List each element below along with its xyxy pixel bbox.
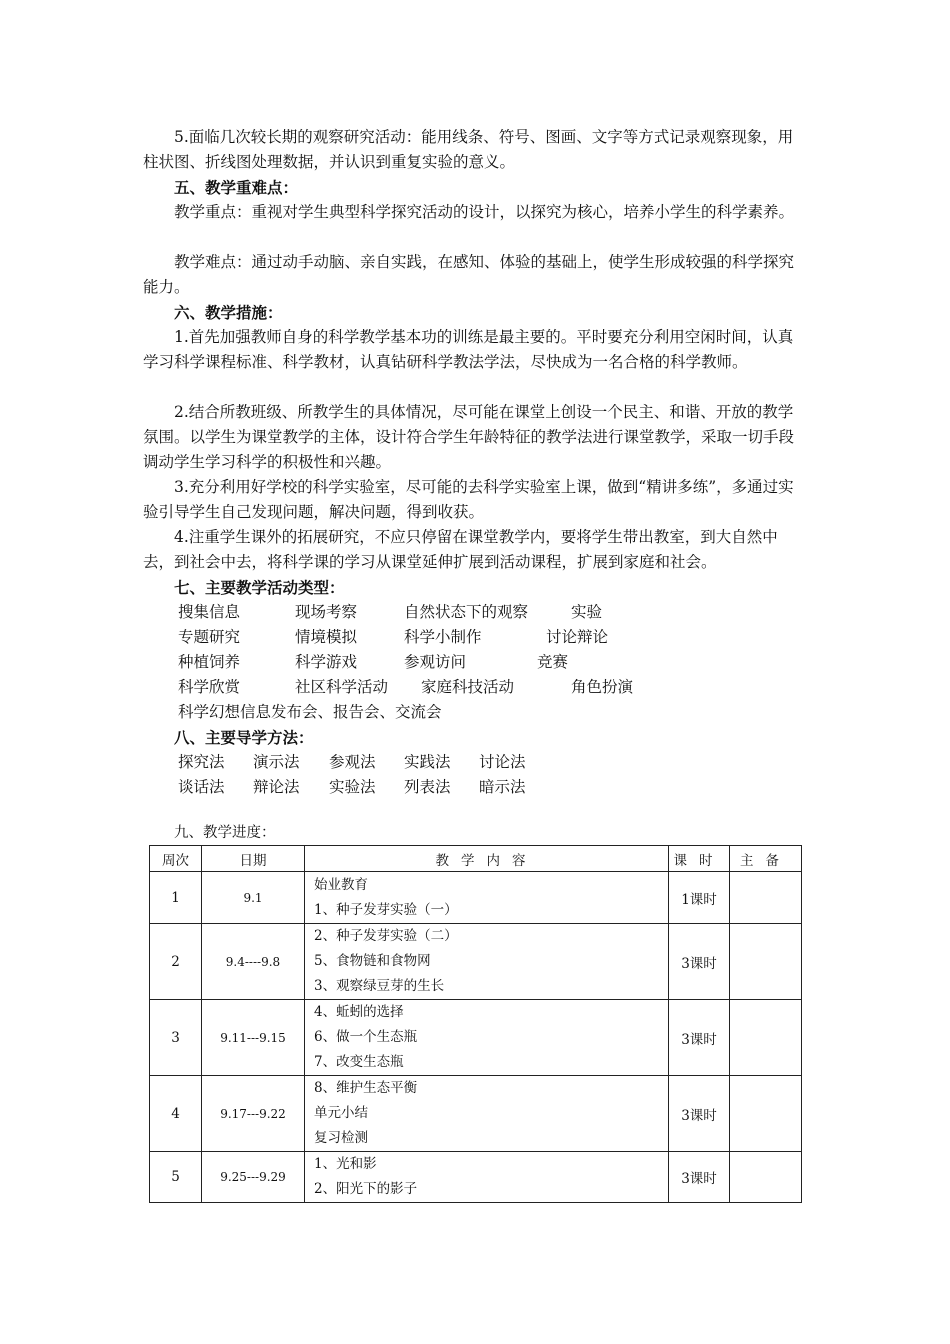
date-cell: 9.17---9.22 bbox=[202, 1076, 305, 1152]
activity-item: 社区科学活动 bbox=[295, 678, 389, 696]
content-line: 1、种子发芽实验（一） bbox=[314, 901, 458, 918]
activity-row bbox=[178, 625, 808, 650]
prep-cell bbox=[730, 1152, 802, 1203]
content-line: 单元小结 bbox=[314, 1105, 368, 1121]
method-item: 演示法 bbox=[253, 753, 300, 771]
header-content: 教学内容 bbox=[305, 846, 669, 872]
content-line: 5、食物链和食物网 bbox=[314, 953, 431, 969]
hours-cell: 3课时 bbox=[669, 1152, 730, 1203]
schedule-table bbox=[149, 845, 802, 1203]
activity-item: 实验 bbox=[571, 603, 603, 621]
content-line: 始业教育 bbox=[314, 876, 368, 893]
heading-methods: 八、主要导学方法： bbox=[174, 728, 314, 747]
measure-paragraph: 3.充分利用好学校的科学实验室，尽可能的去科学实验室上课，做到“精讲多练”，多通过实验引导学生自己发现问题，解决问题，得到收获。 bbox=[143, 478, 794, 521]
activity-item: 科学欣赏 bbox=[178, 678, 241, 696]
table-header-row bbox=[150, 846, 802, 872]
method-row bbox=[178, 775, 808, 800]
measure-paragraph: 2.结合所教班级、所教学生的具体情况，尽可能在课堂上创设一个民主、和谐、开放的教学氛围。以学生为课堂教学的主体，设计符合学生年龄特征的教学法进行课堂教学，采取一切手段调动学生学习科学的积极性和兴趣。 bbox=[143, 403, 795, 471]
difficult-point-paragraph: 教学难点：通过动手动脑、亲自实践，在感知、体验的基础上，使学生形成较强的科学探究能力。 bbox=[143, 253, 795, 296]
activity-row bbox=[178, 700, 808, 725]
table-row bbox=[150, 1000, 802, 1076]
heading-key-difficult: 五、教学重难点： bbox=[174, 178, 299, 197]
method-item: 实践法 bbox=[404, 753, 451, 771]
header-week: 周次 bbox=[150, 846, 202, 872]
content-line: 复习检测 bbox=[314, 1130, 368, 1146]
week-cell: 2 bbox=[150, 924, 202, 1000]
content-cell bbox=[305, 1076, 669, 1152]
activity-item: 专题研究 bbox=[178, 628, 241, 646]
hours-cell: 1课时 bbox=[669, 872, 730, 924]
content-line: 6、做一个生态瓶 bbox=[314, 1029, 418, 1045]
activity-row bbox=[178, 600, 808, 625]
method-item: 探究法 bbox=[178, 753, 225, 771]
activity-item: 科学游戏 bbox=[295, 653, 358, 671]
method-item: 列表法 bbox=[404, 778, 451, 796]
method-item: 谈话法 bbox=[178, 778, 225, 796]
activity-item: 情境模拟 bbox=[295, 628, 358, 646]
goal-5-paragraph: 5.面临几次较长期的观察研究活动：能用线条、符号、图画、文字等方式记录观察现象，用柱状图、折线图处理数据，并认识到重复实验的意义。 bbox=[143, 128, 794, 171]
method-item: 讨论法 bbox=[479, 753, 526, 771]
date-cell: 9.4----9.8 bbox=[202, 924, 305, 1000]
activity-item: 现场考察 bbox=[295, 603, 358, 621]
week-cell: 4 bbox=[150, 1076, 202, 1152]
table-row bbox=[150, 1152, 802, 1203]
content-cell bbox=[305, 1000, 669, 1076]
table-row bbox=[150, 1076, 802, 1152]
hours-cell: 3课时 bbox=[669, 1076, 730, 1152]
date-cell: 9.11---9.15 bbox=[202, 1000, 305, 1076]
content-line: 7、改变生态瓶 bbox=[314, 1054, 404, 1070]
activity-item: 讨论辩论 bbox=[546, 628, 609, 646]
week-cell: 1 bbox=[150, 872, 202, 924]
content-line: 4、蚯蚓的选择 bbox=[314, 1004, 404, 1020]
content-line: 8、维护生态平衡 bbox=[314, 1080, 418, 1096]
date-cell: 9.1 bbox=[202, 872, 305, 924]
activity-item: 科学小制作 bbox=[404, 628, 482, 646]
activity-item: 家庭科技活动 bbox=[421, 678, 515, 696]
table-row bbox=[150, 872, 802, 924]
activity-row bbox=[178, 675, 808, 700]
week-cell: 3 bbox=[150, 1000, 202, 1076]
activity-item: 竞赛 bbox=[537, 653, 569, 671]
activity-item: 参观访问 bbox=[404, 653, 467, 671]
method-item: 参观法 bbox=[329, 753, 376, 771]
content-cell bbox=[305, 1152, 669, 1203]
key-point-paragraph: 教学重点：重视对学生典型科学探究活动的设计，以探究为核心，培养小学生的科学素养。 bbox=[174, 203, 795, 221]
activity-item: 科学幻想信息发布会、报告会、交流会 bbox=[178, 703, 442, 721]
activity-row bbox=[178, 650, 808, 675]
header-hours: 课时 bbox=[669, 846, 730, 872]
heading-activities: 七、主要教学活动类型： bbox=[174, 578, 345, 597]
heading-measures: 六、教学措施： bbox=[174, 303, 283, 322]
header-date: 日期 bbox=[202, 846, 305, 872]
date-cell: 9.25---9.29 bbox=[202, 1152, 305, 1203]
measure-paragraph: 4.注重学生课外的拓展研究，不应只停留在课堂教学内，要将学生带出教室，到大自然中去，到社会中去，将科学课的学习从课堂延伸扩展到活动课程，扩展到家庭和社会。 bbox=[143, 528, 778, 571]
activity-item: 搜集信息 bbox=[178, 603, 241, 621]
method-item: 实验法 bbox=[329, 778, 376, 796]
content-line: 1、光和影 bbox=[314, 1156, 377, 1172]
table-row bbox=[150, 924, 802, 1000]
content-line: 2、种子发芽实验（二） bbox=[314, 928, 458, 944]
activity-item: 角色扮演 bbox=[571, 678, 634, 696]
activity-item: 种植饲养 bbox=[178, 653, 241, 671]
activity-item: 自然状态下的观察 bbox=[404, 603, 529, 621]
content-line: 3、观察绿豆芽的生长 bbox=[314, 978, 445, 994]
prep-cell bbox=[730, 1076, 802, 1152]
content-cell bbox=[305, 872, 669, 924]
method-item: 辩论法 bbox=[253, 778, 300, 796]
prep-cell bbox=[730, 872, 802, 924]
heading-schedule: 九、教学进度： bbox=[174, 825, 276, 841]
content-cell bbox=[305, 924, 669, 1000]
hours-cell: 3课时 bbox=[669, 1000, 730, 1076]
prep-cell bbox=[730, 1000, 802, 1076]
measure-paragraph: 1.首先加强教师自身的科学教学基本功的训练是最主要的。平时要充分利用空闲时间，认真学习科学课程标准、科学教材，认真钻研科学教法学法，尽快成为一名合格的科学教师。 bbox=[143, 328, 794, 371]
week-cell: 5 bbox=[150, 1152, 202, 1203]
method-item: 暗示法 bbox=[479, 778, 526, 796]
header-prep: 主备 bbox=[730, 846, 802, 872]
hours-cell: 3课时 bbox=[669, 924, 730, 1000]
prep-cell bbox=[730, 924, 802, 1000]
content-line: 2、阳光下的影子 bbox=[314, 1181, 418, 1197]
method-row bbox=[178, 750, 808, 775]
